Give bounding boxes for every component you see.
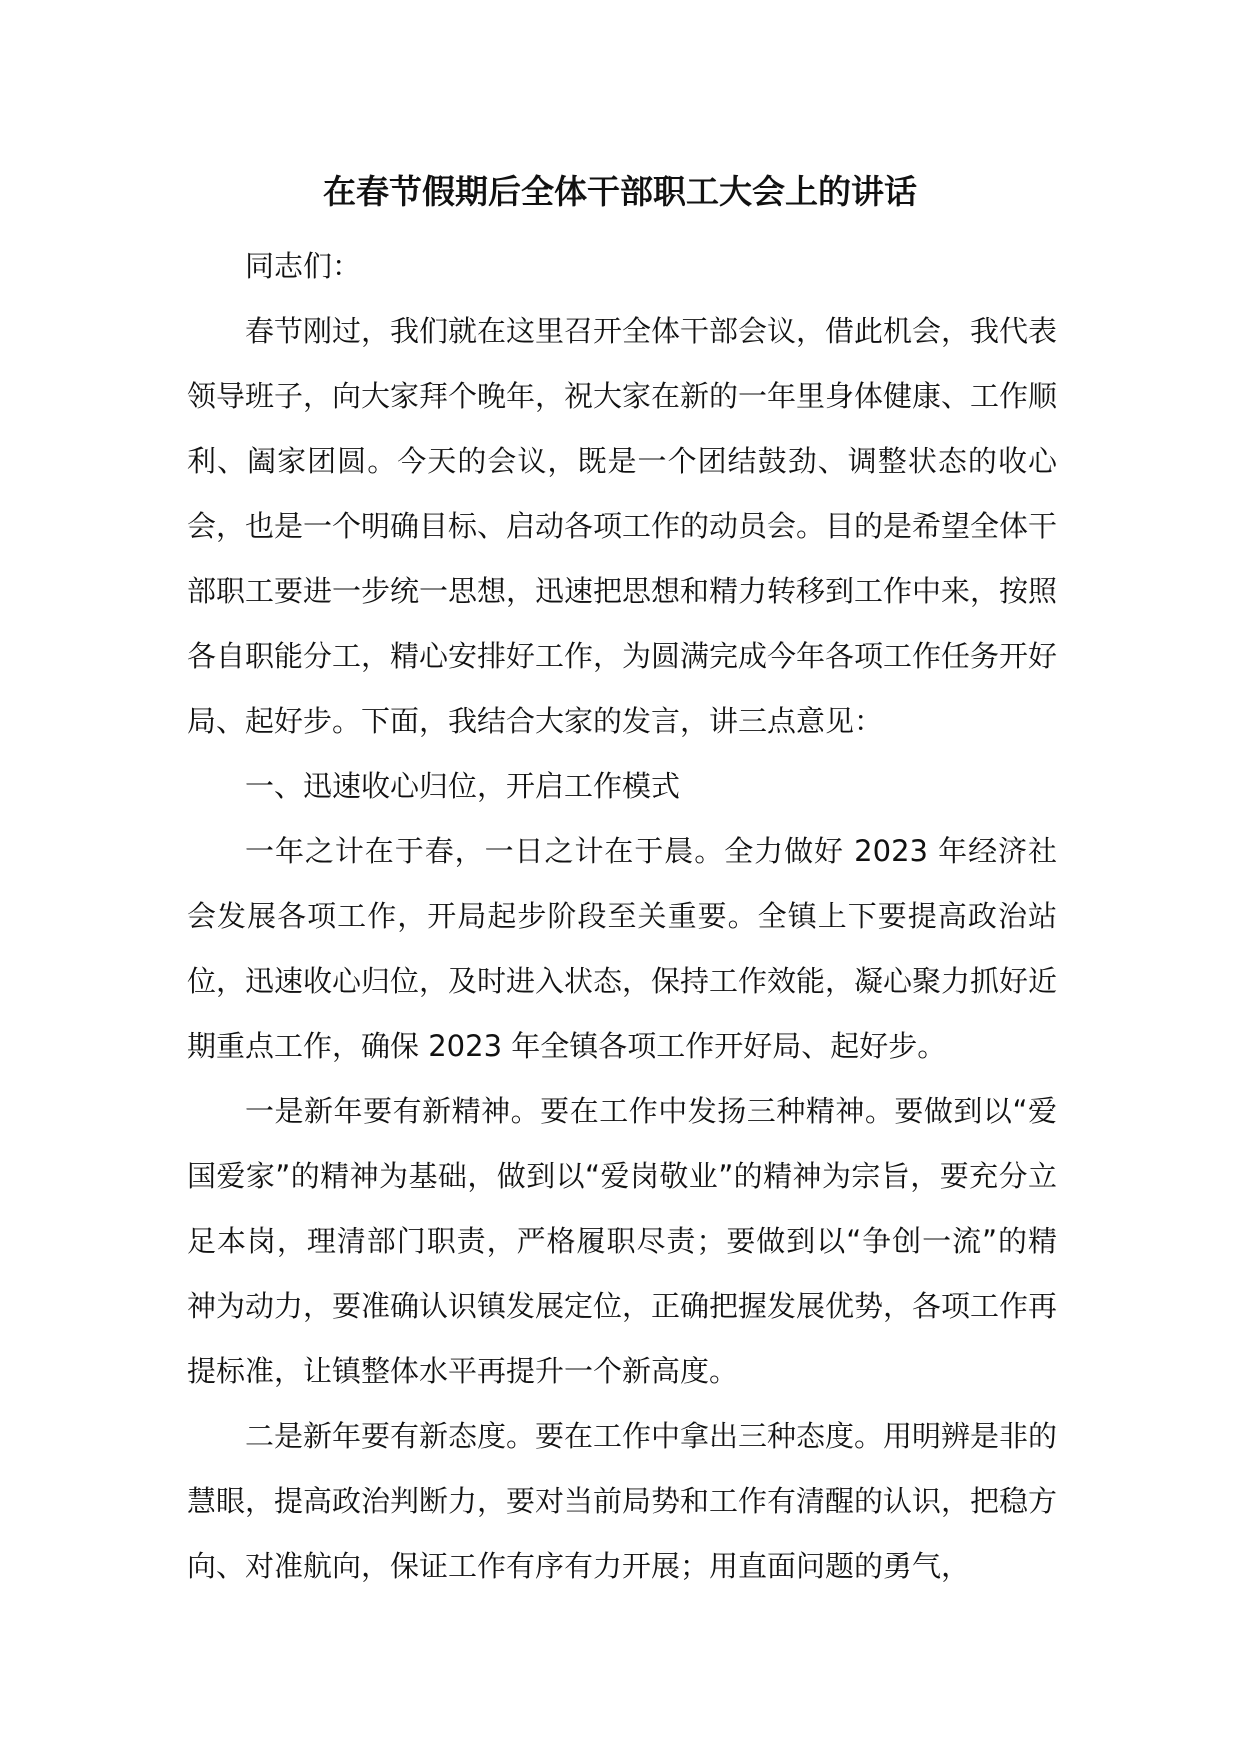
section-heading-1: 一、迅速收心归位，开启工作模式 [245,769,681,803]
paragraph-point-1: 一是新年要有新精神。要在工作中发扬三种精神。要做到以“爱国爱家”的精神为基础，做到以“爱岗敬业”的精神为宗旨，要充分立足本岗，理清部门职责，严格履职尽责；要做到以“争创一流”的精神为动力，要准确认识镇发展定位，正确把握发展优势，各项工作再提标准，让镇整体水平再提升一个新高度。 [187,1094,1058,1388]
paragraph-intro: 春节刚过，我们就在这里召开全体干部会议，借此机会，我代表领导班子，向大家拜个晚年，祝大家在新的一年里身体健康、工作顺利、阖家团圆。今天的会议，既是一个团结鼓劲、调整状态的收心会，也是一个明确目标、启动各项工作的动员会。目的是希望全体干部职工要进一步统一思想，迅速把思想和精力转移到工作中来，按照各自职能分工，精心安排好工作，为圆满完成今年各项工作任务开好局、起好步。下面，我结合大家的发言，讲三点意见： [187,314,1058,738]
document-title: 在春节假期后全体干部职工大会上的讲话 [323,172,917,211]
document-body [187,234,1057,1599]
paragraph-point-2: 二是新年要有新态度。要在工作中拿出三种态度。用明辨是非的慧眼，提高政治判断力，要对当前局势和工作有清醒的认识，把稳方向、对准航向，保证工作有序有力开展；用直面问题的勇气， [187,1419,1058,1583]
salutation: 同志们： [245,249,362,283]
paragraph-section-1: 一年之计在于春，一日之计在于晨。全力做好 2023 年经济社会发展各项工作，开局起步阶段至关重要。全镇上下要提高政治站位，迅速收心归位，及时进入状态，保持工作效能，凝心聚力抓好近期重点工作，确保 2023 年全镇各项工作开好局、起好步。 [187,834,1058,1063]
